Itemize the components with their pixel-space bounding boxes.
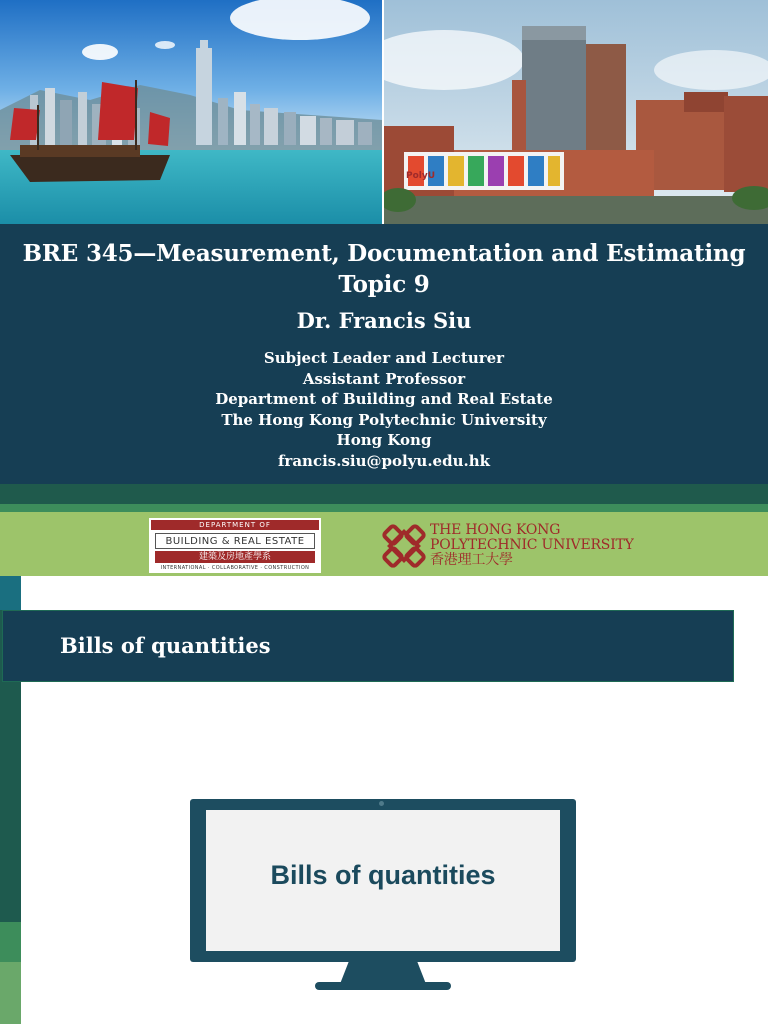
info-line-title: Assistant Professor [302, 369, 466, 388]
side-bar-segment [0, 922, 21, 962]
harbour-photo [0, 0, 382, 224]
side-bar-segment [0, 962, 21, 1024]
divider-stripe-mid [0, 504, 768, 512]
info-line-role: Subject Leader and Lecturer [263, 349, 505, 367]
section-header [2, 610, 734, 682]
monitor-base [315, 982, 451, 990]
monitor-camera-dot [379, 801, 384, 806]
course-title-line2: Topic 9 [338, 271, 430, 298]
polyu-name-line1: THE HONG KONG [430, 522, 561, 538]
divider-stripe-dark [0, 484, 768, 504]
dept-logo-chinese: 建築及房地產學系 [155, 551, 315, 563]
campus-photo [384, 0, 768, 224]
info-line-email: francis.siu@polyu.edu.hk [277, 451, 491, 470]
monitor-screen-text: Bills of quantities [270, 860, 496, 890]
author-info [0, 348, 768, 472]
polyu-logo-text [430, 523, 634, 568]
photo-banner [0, 0, 768, 224]
info-line-university: The Hong Kong Polytechnic University [221, 410, 547, 429]
monitor-screen [206, 810, 560, 951]
side-bar-segment [0, 576, 21, 610]
polyu-name-line2: POLYTECHNIC UNIVERSITY [430, 537, 634, 553]
dept-logo-name: BUILDING & REAL ESTATE [155, 533, 315, 549]
polyu-logo-icon [380, 522, 428, 570]
author-name: Dr. Francis Siu [296, 308, 472, 333]
campus-sign: PolyU [406, 171, 436, 181]
monitor-icon [190, 799, 576, 962]
polyu-name-chinese: 香港理工大學 [430, 552, 513, 568]
department-logo [149, 518, 321, 573]
course-title-line1: BRE 345—Measurement, Documentation and Estimating [22, 240, 746, 267]
info-line-department: Department of Building and Real Estate [215, 390, 553, 409]
monitor-stand [340, 962, 426, 984]
dept-logo-tagline: INTERNATIONAL · COLLABORATIVE · CONSTRUCTION [160, 565, 310, 571]
info-line-city: Hong Kong [336, 431, 432, 450]
title-block [0, 224, 768, 484]
section-title: Bills of quantities [60, 633, 271, 658]
dept-logo-top: DEPARTMENT OF [151, 520, 319, 530]
course-title [0, 238, 768, 300]
